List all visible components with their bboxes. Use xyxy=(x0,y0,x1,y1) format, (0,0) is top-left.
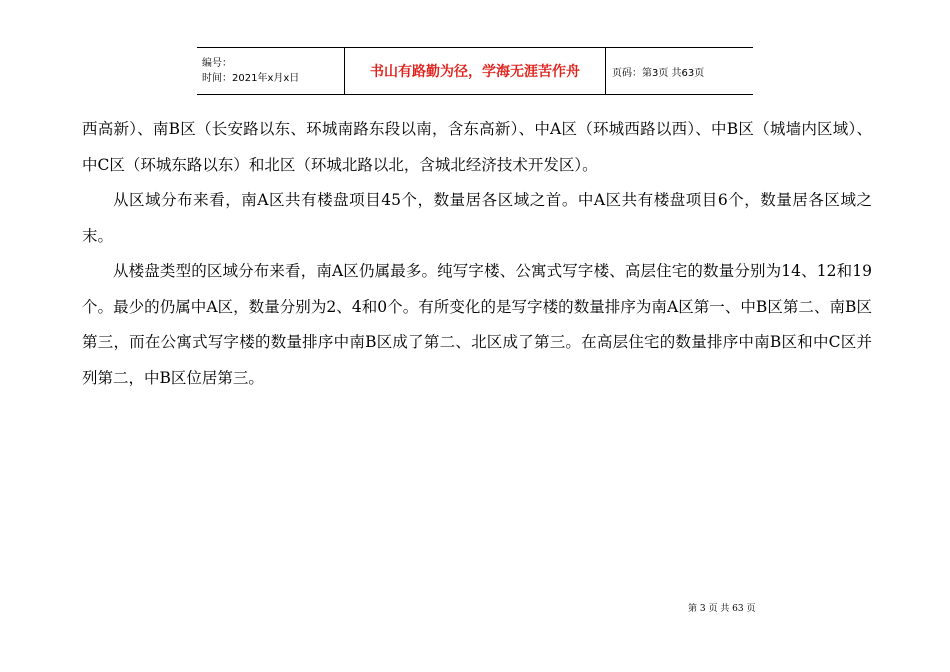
page-footer: 第 3 页 共 63 页 xyxy=(688,604,756,614)
serial-number-label: 编号： xyxy=(202,58,232,69)
paragraph-1: 西高新）、南B区（长安路以东、环城南路东段以南，含东高新）、中A区（环城西路以西）、中B区（城墙内区域）、中C区（环城东路以东）和北区（环城北路以北，含城北经济技术开发区）。 xyxy=(82,120,872,174)
header-meta-cell xyxy=(197,48,345,95)
paragraph-2: 从区域分布来看，南A区共有楼盘项目45个，数量居各区域之首。中A区共有楼盘项目6个，数量居各区域之末。 xyxy=(82,191,872,245)
document-body xyxy=(82,112,872,396)
header-motto: 书山有路勤为径，学海无涯苦作舟 xyxy=(345,48,606,95)
page-header xyxy=(197,47,753,95)
date-label: 时间：2021年x月x日 xyxy=(202,73,300,84)
paragraph-3: 从楼盘类型的区域分布来看，南A区仍属最多。纯写字楼、公寓式写字楼、高层住宅的数量分别为14、12和19个。最少的仍属中A区，数量分别为2、4和0个。有所变化的是写字楼的数量排序为南A区第一、中B区第二、南B区第三，而在公寓式写字楼的数量排序中南B区成了第二、北区成了第三。在高层住宅的数量排序中南B区和中C区并列第二，中B区位居第三。 xyxy=(82,262,872,387)
header-page-info: 页码：第3页 共63页 xyxy=(606,48,754,95)
